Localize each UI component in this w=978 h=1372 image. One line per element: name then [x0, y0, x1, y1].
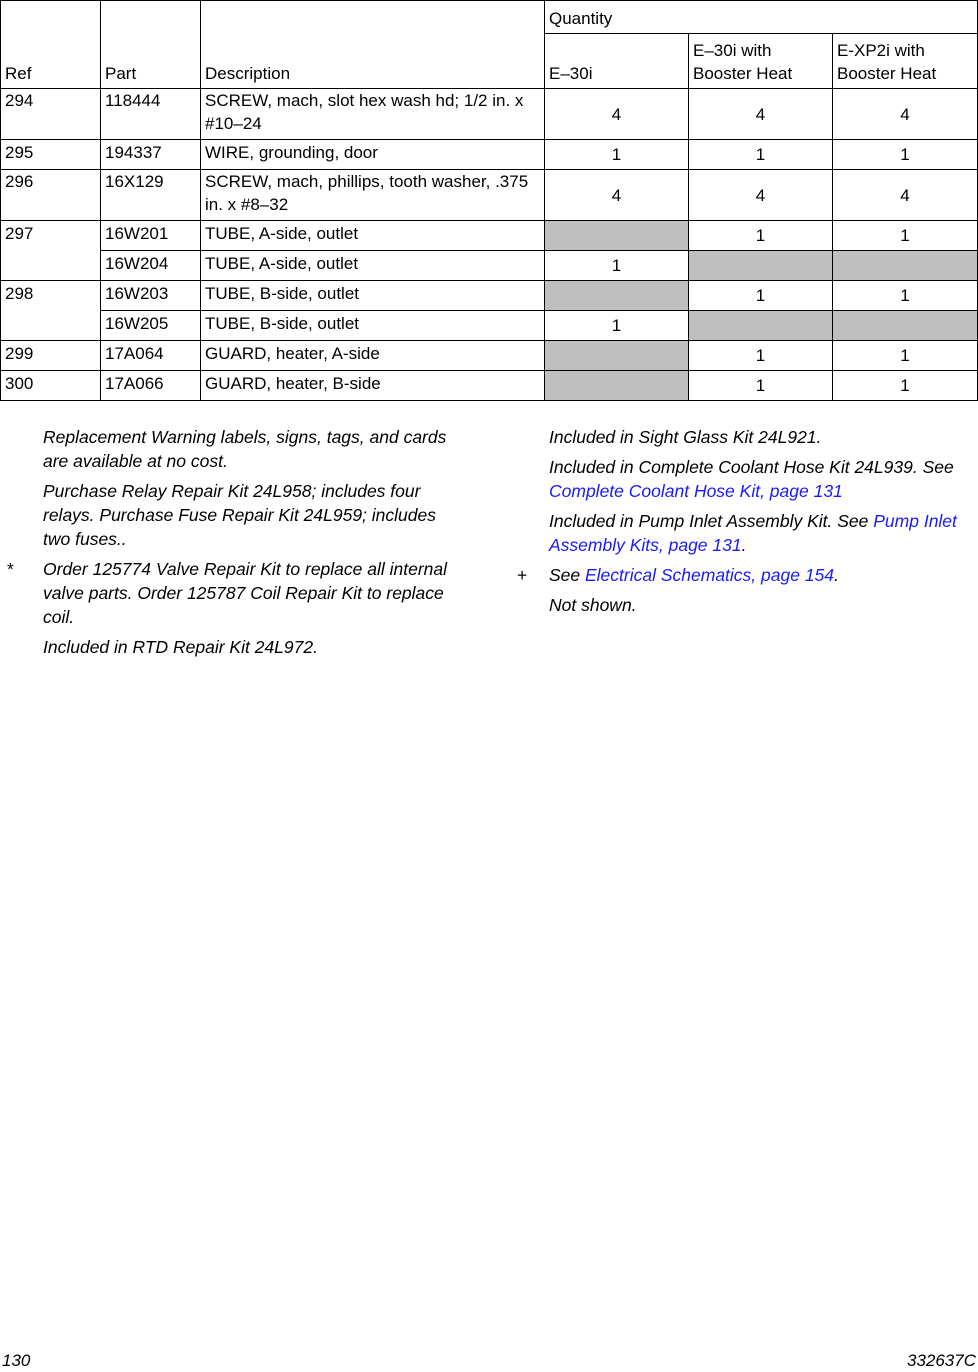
- cell-ref: 300: [1, 371, 101, 401]
- cell-part: 16W204: [101, 251, 201, 281]
- cell-part: 16W201: [101, 221, 201, 251]
- cell-qty: 4: [545, 170, 689, 221]
- footnote-text-after: .: [741, 535, 747, 555]
- cell-qty: 1: [833, 140, 978, 170]
- footnote-text: Order 125774 Valve Repair Kit to replace all internal valve parts. Order 125787 Coil Repair Kit to replace coil.: [43, 559, 448, 627]
- cell-description: TUBE, A-side, outlet: [201, 221, 545, 251]
- cell-ref: 298: [1, 281, 101, 341]
- cell-part: 16X129: [101, 170, 201, 221]
- cell-description: GUARD, heater, B-side: [201, 371, 545, 401]
- footnote: [0, 635, 468, 659]
- footnote-text: Included in Sight Glass Kit 24L921.: [549, 427, 822, 447]
- cell-qty-shaded: [833, 311, 978, 341]
- footnote-symbol: *: [7, 559, 14, 579]
- header-qty-exp2i-booster: E-XP2i with Booster Heat: [833, 34, 978, 89]
- cell-qty: 1: [833, 221, 978, 251]
- table-row: [1, 281, 978, 311]
- cell-ref: 299: [1, 341, 101, 371]
- cell-description: SCREW, mach, slot hex wash hd; 1/2 in. x #10–24: [201, 89, 545, 140]
- cell-description: TUBE, A-side, outlet: [201, 251, 545, 281]
- cell-qty: 4: [545, 89, 689, 140]
- cell-qty: 1: [545, 311, 689, 341]
- table-row: [1, 251, 978, 281]
- cell-ref: 296: [1, 170, 101, 221]
- header-description: Description: [201, 1, 545, 89]
- cell-ref: 295: [1, 140, 101, 170]
- cell-qty: 4: [833, 170, 978, 221]
- cell-qty: 4: [689, 170, 833, 221]
- footnote: [508, 455, 978, 503]
- cell-qty: 1: [689, 281, 833, 311]
- table-row: [1, 221, 978, 251]
- header-qty-e30i-booster: E–30i with Booster Heat: [689, 34, 833, 89]
- cell-part: 194337: [101, 140, 201, 170]
- footnote: [508, 593, 978, 617]
- table-row: [1, 311, 978, 341]
- footnote: [0, 479, 468, 551]
- header-ref: Ref: [1, 1, 101, 89]
- cell-qty: 1: [689, 341, 833, 371]
- footnote: [508, 563, 978, 587]
- cell-qty: 1: [689, 140, 833, 170]
- cell-qty-shaded: [545, 281, 689, 311]
- footnote-text: See: [549, 565, 585, 585]
- footnote: [0, 557, 468, 629]
- cell-description: TUBE, B-side, outlet: [201, 311, 545, 341]
- cell-qty: 1: [545, 251, 689, 281]
- footnotes-left: [0, 425, 468, 665]
- footnote-text: Included in RTD Repair Kit 24L972.: [43, 637, 318, 657]
- cell-qty: 4: [833, 89, 978, 140]
- cell-part: 17A064: [101, 341, 201, 371]
- footnote-text-after: .: [834, 565, 839, 585]
- cell-qty: 1: [545, 140, 689, 170]
- footnote: [508, 425, 978, 449]
- pump-inlet-kits-link[interactable]: Pump Inlet Assembly Kits, page 131: [549, 511, 957, 555]
- header-quantity: Quantity: [545, 1, 978, 34]
- footnote: [508, 509, 978, 557]
- cell-qty: 1: [689, 371, 833, 401]
- footnote-text: Replacement Warning labels, signs, tags, and cards are available at no cost.: [43, 427, 447, 471]
- cell-qty: 1: [833, 341, 978, 371]
- cell-description: GUARD, heater, A-side: [201, 341, 545, 371]
- footnote: [0, 425, 468, 473]
- cell-ref: 294: [1, 89, 101, 140]
- table-row: [1, 170, 978, 221]
- electrical-schematics-link[interactable]: Electrical Schematics, page 154: [585, 565, 835, 585]
- table-row: [1, 89, 978, 140]
- cell-qty-shaded: [545, 221, 689, 251]
- cell-part: 118444: [101, 89, 201, 140]
- cell-qty-shaded: [545, 341, 689, 371]
- cell-qty-shaded: [545, 371, 689, 401]
- table-row: [1, 140, 978, 170]
- cell-qty: 1: [689, 221, 833, 251]
- cell-ref: 297: [1, 221, 101, 281]
- footnote-text: Included in Pump Inlet Assembly Kit. See: [549, 511, 874, 531]
- footnote-symbol: +: [517, 565, 528, 585]
- cell-qty-shaded: [689, 251, 833, 281]
- cell-description: SCREW, mach, phillips, tooth washer, .375 in. x #8–32: [201, 170, 545, 221]
- table-row: [1, 341, 978, 371]
- cell-part: 16W203: [101, 281, 201, 311]
- cell-qty: 4: [689, 89, 833, 140]
- cell-description: TUBE, B-side, outlet: [201, 281, 545, 311]
- footnotes-right: [508, 425, 978, 623]
- header-qty-e30i: E–30i: [545, 34, 689, 89]
- cell-description: WIRE, grounding, door: [201, 140, 545, 170]
- cell-part: 16W205: [101, 311, 201, 341]
- cell-qty: 1: [833, 281, 978, 311]
- footnote-text: Included in Complete Coolant Hose Kit 24L939. See: [549, 457, 954, 477]
- document-number: 332637C: [906, 1351, 976, 1370]
- cell-qty-shaded: [833, 251, 978, 281]
- header-part: Part: [101, 1, 201, 89]
- page-number: 130: [2, 1351, 31, 1370]
- cell-part: 17A066: [101, 371, 201, 401]
- cell-qty: 1: [833, 371, 978, 401]
- coolant-hose-kit-link[interactable]: Complete Coolant Hose Kit, page 131: [549, 481, 843, 501]
- parts-table: [0, 0, 978, 401]
- footnote-text: Not shown.: [549, 595, 637, 615]
- cell-qty-shaded: [689, 311, 833, 341]
- footnote-text: Purchase Relay Repair Kit 24L958; includes four relays. Purchase Fuse Repair Kit 24L959; includes two fuses..: [43, 481, 436, 549]
- table-row: [1, 371, 978, 401]
